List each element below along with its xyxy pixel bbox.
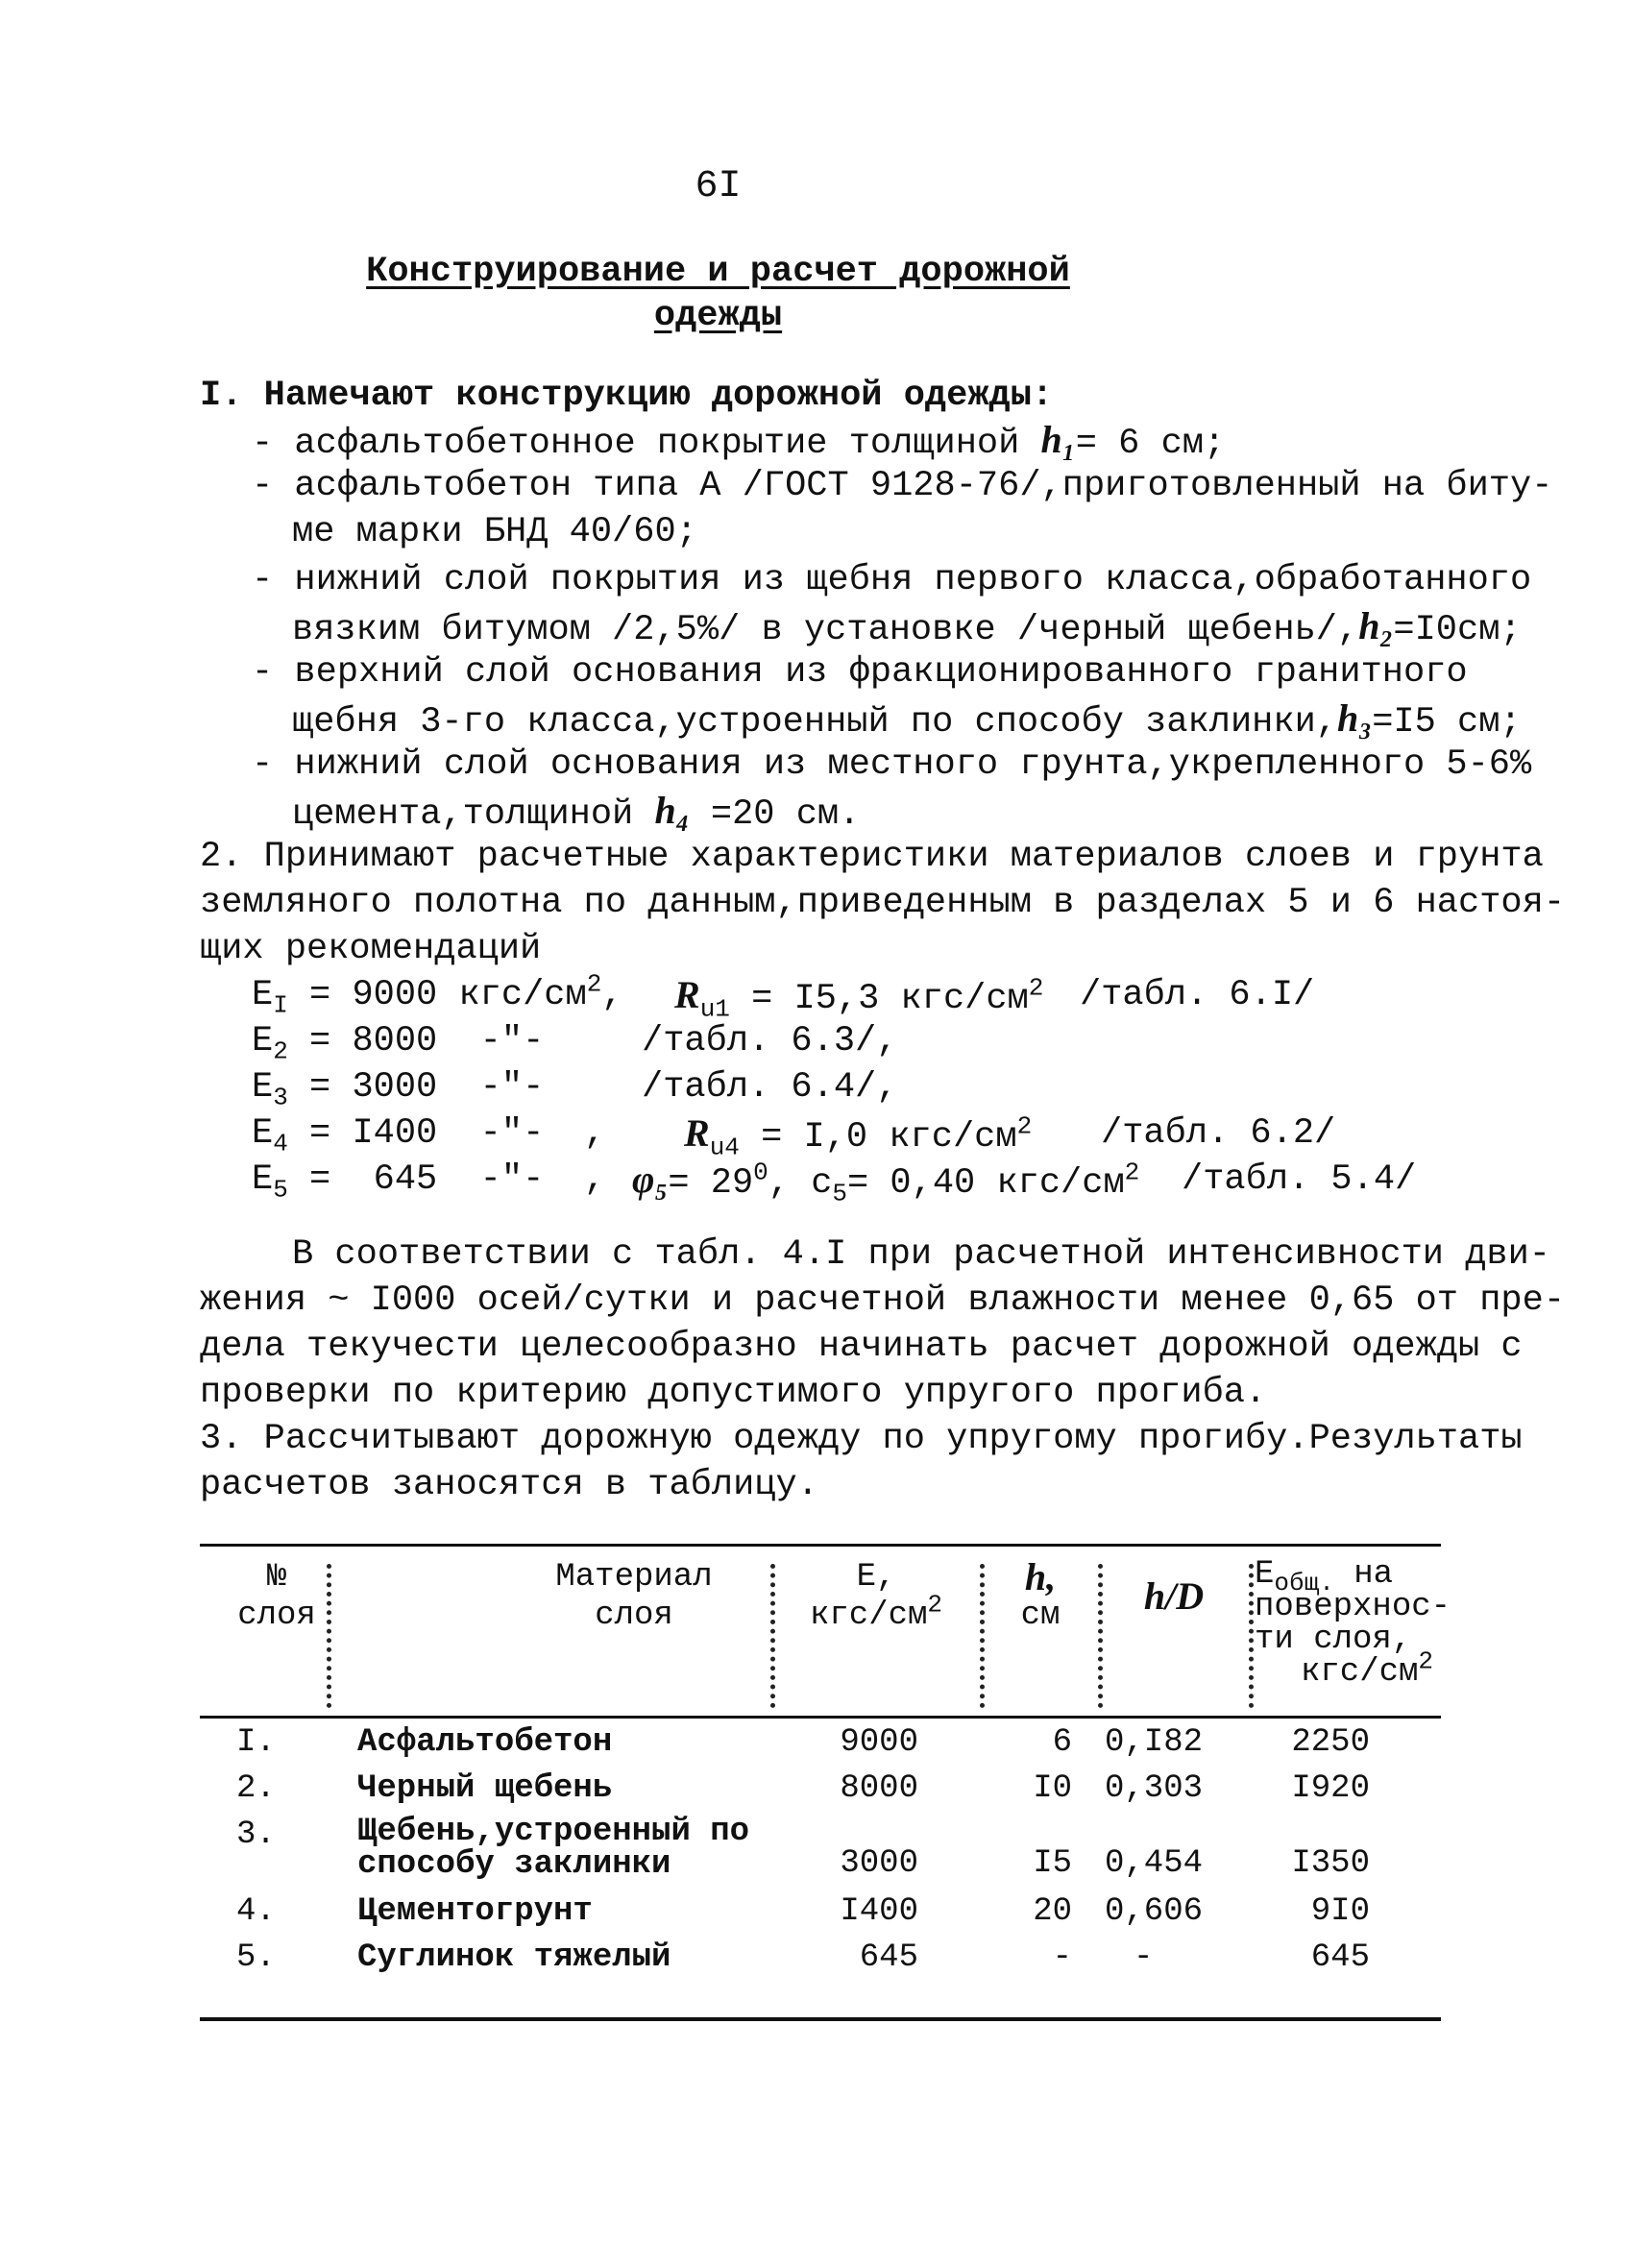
paragraph-line1: В соответствии с табл. 4.I при расчетной интенсивности дви- (292, 1234, 1551, 1275)
row-eo: 2250 (1291, 1724, 1370, 1761)
paragraph-line3: дела текучести целесообразно начинать расчет дорожной одежды с (200, 1327, 1523, 1367)
param-ru4: $R_{u4} = I,0$ кгс/$см^2$ (684, 1111, 1033, 1162)
item1-bullet1: - асфальтобетонное покрытие толщиной h₁= 6 см; (252, 418, 1226, 464)
row-material: Цементогрунт (357, 1893, 593, 1930)
header-material: Материал слоя (555, 1559, 713, 1634)
header-thickness: h, см (1020, 1555, 1061, 1634)
row-num: 4. (236, 1893, 276, 1930)
row-eo: 9I0 (1310, 1893, 1370, 1930)
row-h: I0 (1033, 1770, 1072, 1807)
param-ru1: $R_{u1} = I5,3$ кгс/$см^2$ (674, 973, 1044, 1024)
row-num: 2. (236, 1770, 276, 1807)
row-material: Черный щебень (357, 1770, 613, 1807)
item1-bullet5-line2: цемента,толщиной h₄ =20 см. (292, 789, 861, 835)
header-layer-number: № слоя (237, 1559, 316, 1634)
section-title-line1: Конструирование и расчет дорожной (366, 252, 1070, 292)
param-e3-ref: /табл. 6.4/, (642, 1067, 898, 1108)
header-modulus: E, кгс/$см^2$ (809, 1559, 943, 1634)
table-col-divider (770, 1564, 775, 1708)
paragraph-line2: жения ~ I000 осей/сутки и расчетной влажности менее 0,65 от пре- (200, 1280, 1566, 1321)
row-material: Щебень,устроенный по способу заклинки (357, 1814, 750, 1883)
item1-bullet4-line1: - верхний слой основания из фракционированного гранитного (252, 652, 1468, 693)
section-title-line2: одежды (653, 296, 783, 336)
param-e4-ref: /табл. 6.2/ (1101, 1113, 1336, 1154)
row-material: Асфальтобетон (357, 1724, 613, 1761)
row-hd: - (1134, 1939, 1154, 1976)
param-phi5: $\varphi_5= 29^0$, $c_5= 0,40$ кгс/$см^2$ (632, 1158, 1140, 1208)
table-col-divider (980, 1564, 985, 1708)
header-h-over-d: h/D (1143, 1574, 1205, 1618)
page-number: 6I (695, 165, 742, 208)
row-hd: 0,606 (1105, 1893, 1204, 1930)
row-hd: 0,454 (1105, 1845, 1204, 1882)
table-col-divider (327, 1564, 331, 1708)
row-h: 20 (1033, 1893, 1072, 1930)
paragraph-line4: проверки по критерию допустимого упругого прогиба. (200, 1373, 1267, 1413)
row-h: 6 (1052, 1724, 1072, 1761)
param-e2: $E_2 = 8000$ -"- (252, 1021, 545, 1066)
param-e1: $E_I = 9000$ кгс/$см^2$, (252, 969, 623, 1020)
row-e: 8000 (840, 1770, 918, 1807)
row-e: I400 (840, 1893, 918, 1930)
row-h: I5 (1033, 1845, 1072, 1882)
header-e-total: $E_{общ.}$ на поверхнос- ти слоя, кгс/$см^2$ (1255, 1556, 1451, 1691)
item3-line2: расчетов заносятся в таблицу. (200, 1465, 818, 1505)
row-num: I. (236, 1724, 276, 1761)
item1-bullet2-line1: - асфальтобетон типа А /ГОСТ 9128-76/,приготовленный на биту- (252, 466, 1553, 506)
row-hd: 0,I82 (1105, 1724, 1204, 1761)
param-e5-ref: /табл. 5.4/ (1182, 1159, 1417, 1200)
item1-bullet5-line1: - нижний слой основания из местного грунта,укрепленного 5-6% (252, 744, 1532, 785)
item1-bullet4-line2: щебня 3-го класса,устроенный по способу заклинки,h₃=I5 см; (292, 696, 1522, 743)
row-eo: I350 (1291, 1845, 1370, 1882)
param-e4: $E_4 = I400$ -"- (252, 1113, 545, 1158)
row-h: - (1052, 1939, 1072, 1976)
item1-bullet3-line2: вязким битумом /2,5%/ в установке /черный щебень/,h₂=I0см; (292, 604, 1522, 650)
item1-bullet3-line1: - нижний слой покрытия из щебня первого класса,обработанного (252, 560, 1532, 600)
table-top-rule (200, 1544, 1441, 1547)
row-hd: 0,303 (1105, 1770, 1204, 1807)
param-e5: $E_5 = 645$ -"- (252, 1159, 545, 1205)
table-col-divider (1249, 1564, 1254, 1708)
row-eo: I920 (1291, 1770, 1370, 1807)
item2-line3: щих рекомендаций (200, 929, 542, 969)
param-e5-comma: , (584, 1159, 606, 1200)
row-num: 3. (236, 1817, 276, 1853)
table-col-divider (1098, 1564, 1103, 1708)
item2-line1: 2. Принимают расчетные характеристики материалов слоев и грунта (200, 837, 1544, 877)
row-e: 645 (859, 1939, 918, 1976)
item1-bullet2-line2: ме марки БНД 40/60; (292, 512, 697, 552)
table-bottom-rule (200, 2017, 1441, 2021)
table-header-rule (200, 1716, 1441, 1719)
row-num: 5. (236, 1939, 276, 1976)
param-e4-comma: , (584, 1113, 606, 1154)
item3-line1: 3. Рассчитывают дорожную одежду по упругому прогибу.Результаты (200, 1419, 1523, 1459)
row-material: Суглинок тяжелый (357, 1939, 671, 1976)
param-e3: $E_3 = 3000$ -"- (252, 1067, 545, 1112)
row-eo: 645 (1310, 1939, 1370, 1976)
item1-intro: I. Намечают конструкцию дорожной одежды: (200, 376, 1054, 416)
row-e: 3000 (840, 1845, 918, 1882)
param-e2-ref: /табл. 6.3/, (642, 1021, 898, 1061)
param-e1-ref: /табл. 6.I/ (1080, 975, 1315, 1015)
row-e: 9000 (840, 1724, 918, 1761)
item2-line2: земляного полотна по данным,приведенным в разделах 5 и 6 настоя- (200, 883, 1566, 923)
